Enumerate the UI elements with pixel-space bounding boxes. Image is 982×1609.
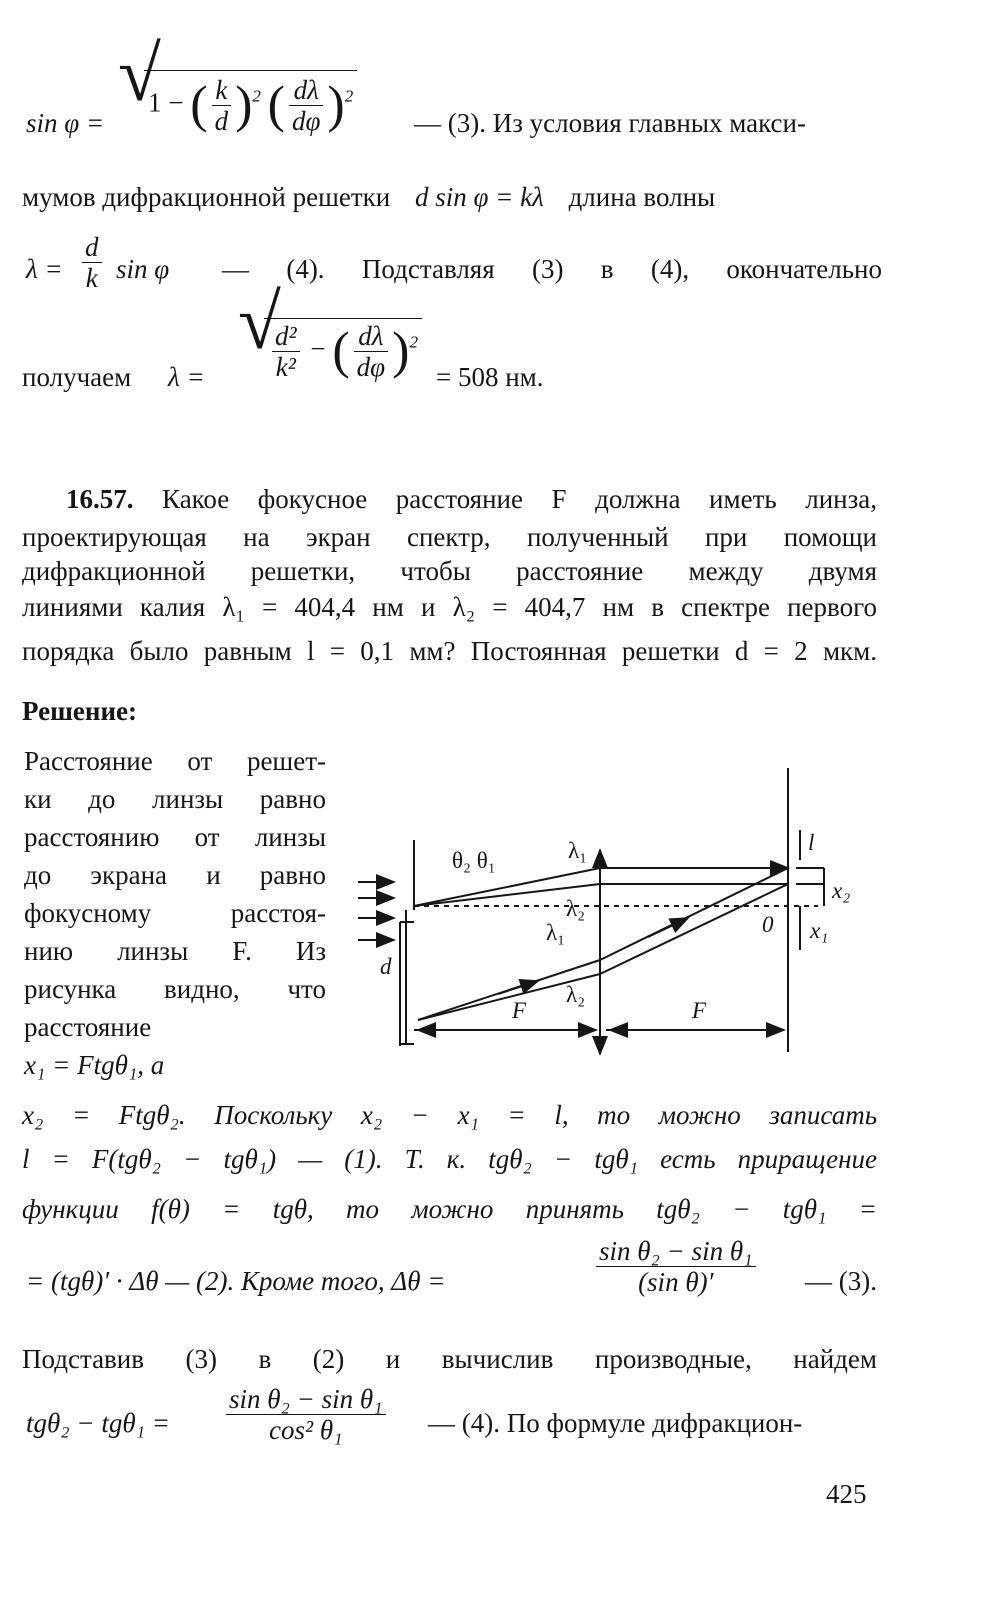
problem-line-3: дифракционной решетки, чтобы расстояние между двумя [22, 556, 877, 586]
theta-labels: θ₂ θ₁ [452, 848, 496, 873]
result-sqrt: √ $\frac{\text{d²}}{\text{k²}}$ − ( $\frac{d\lambda}{d\varphi}$ )$^2$ [264, 318, 422, 382]
l-label: l [808, 830, 815, 855]
eq3-tail: — (3). Из условия главных макси- [414, 108, 806, 138]
problem-line-2: проектирующая на экран спектр, полученный при помощи [22, 522, 877, 552]
eq4-tail: — (4). Подставляя (3) в (4), окончательно [222, 254, 882, 284]
result-dphi: dφ [356, 352, 386, 382]
eq3-dphi: dφ [291, 106, 321, 136]
eq4b-left: tgθ₂ − tgθ₁ = [26, 1408, 170, 1438]
f-right-label: F [692, 998, 707, 1023]
eq4-sin: sin φ [116, 254, 170, 284]
eq4-lhs: λ = [26, 254, 63, 284]
eq3-numerator: sin θ₂ − sin θ₁ [596, 1236, 756, 1267]
eq3b-tail: — (3). [805, 1266, 877, 1296]
solution-line-1: x₂ = Ftgθ₂. Поскольку x₂ − x₁ = l, то можно записать [22, 1100, 877, 1130]
eq3-k: k [212, 75, 232, 106]
lambda2-low-label: λ₂ [566, 982, 586, 1007]
eq3-dlambda: dλ [289, 75, 323, 106]
lambda1-low-label: λ₁ [546, 920, 566, 945]
lambda1-top-label: λ₁ [568, 838, 588, 863]
eq3-denominator: (sin θ)′ [638, 1267, 714, 1297]
side-line: ки до линзы равно [24, 784, 326, 814]
diffraction-diagram [348, 764, 868, 1064]
solution-line-2: l = F(tgθ₂ − tgθ₁) — (1). Т. к. tgθ₂ − tgθ₁ есть приращение [22, 1144, 877, 1174]
result-lhs: λ = [168, 362, 205, 392]
page-number: 425 [826, 1479, 867, 1509]
result-dlambda: dλ [354, 321, 388, 352]
lambda2-mid-label: λ₂ [566, 896, 586, 921]
side-line: расстоянию от линзы [24, 822, 326, 852]
substitution-line: Подставив (3) в (2) и вычислив производные, найдем [22, 1344, 877, 1374]
maxima-post: длина волны [568, 182, 716, 212]
problem-line-4: линиями калия λ₁ = 404,4 нм и λ₂ = 404,7 нм в спектре первого [22, 592, 877, 622]
result-value: = 508 нм. [436, 362, 544, 392]
result-pre: получаем [22, 362, 132, 392]
solution-side-text [24, 742, 326, 1084]
side-line: Расстояние от решет- [24, 746, 326, 776]
eq4b-tail: — (4). По формуле дифракцион- [428, 1408, 803, 1438]
side-line: рисунка видно, что [24, 974, 326, 1004]
f-left-label: F [512, 998, 527, 1023]
eq2-left: = (tgθ)′ · Δθ — (2). Кроме того, Δθ = [26, 1266, 446, 1296]
eq3-d: d [214, 106, 229, 136]
eq4b-numerator: sin θ₂ − sin θ₁ [226, 1384, 386, 1415]
eq4-k: k [85, 263, 98, 293]
x2-label: x₂ [832, 878, 851, 903]
eq4b-denominator: cos² θ₁ [269, 1415, 343, 1445]
d-label: d [380, 954, 392, 979]
side-line: фокусному расстоя- [24, 898, 326, 928]
eq3-sqrt: √ 1 − ( $\frac{k}{d}$ )$^2$ ( $\frac{d\lambda}{d\varphi}$ )$^2$ [144, 70, 357, 136]
zero-label: 0 [762, 912, 774, 937]
side-line: до экрана и равно [24, 860, 326, 890]
solution-heading: Решение: [22, 696, 137, 726]
problem-number: 16.57. [66, 484, 134, 514]
maxima-pre: мумов дифракционной решетки [22, 182, 391, 212]
eq4-line [22, 232, 882, 306]
result-line [22, 318, 877, 418]
problem-line-1 [66, 482, 877, 516]
solution-line-3: функции f(θ) = tgθ, то можно принять tgθ₂ − tgθ₁ = [22, 1194, 877, 1224]
eq4-d: d [82, 232, 102, 263]
problem-text-1: Какое фокусное расстояние F должна иметь линза, [162, 484, 878, 514]
eq2-line [22, 1236, 877, 1326]
result-k2: k² [275, 352, 296, 382]
result-d2: √ d² [272, 321, 300, 352]
side-line: нию линзы F. Из [24, 936, 326, 966]
x1-equation: x₁ = Ftgθ₁, а [24, 1050, 165, 1080]
eq4b-line [22, 1384, 877, 1468]
eq3-lhs: sin φ = [26, 108, 105, 138]
maxima-line [22, 180, 877, 214]
x1-label: x₁ [810, 918, 829, 943]
maxima-math: d sin φ = kλ [414, 182, 544, 212]
side-line: расстояние [24, 1012, 152, 1042]
problem-line-5: порядка было равным l = 0,1 мм? Постоянная решетки d = 2 мкм. [22, 636, 877, 666]
eq3-line [22, 70, 877, 170]
